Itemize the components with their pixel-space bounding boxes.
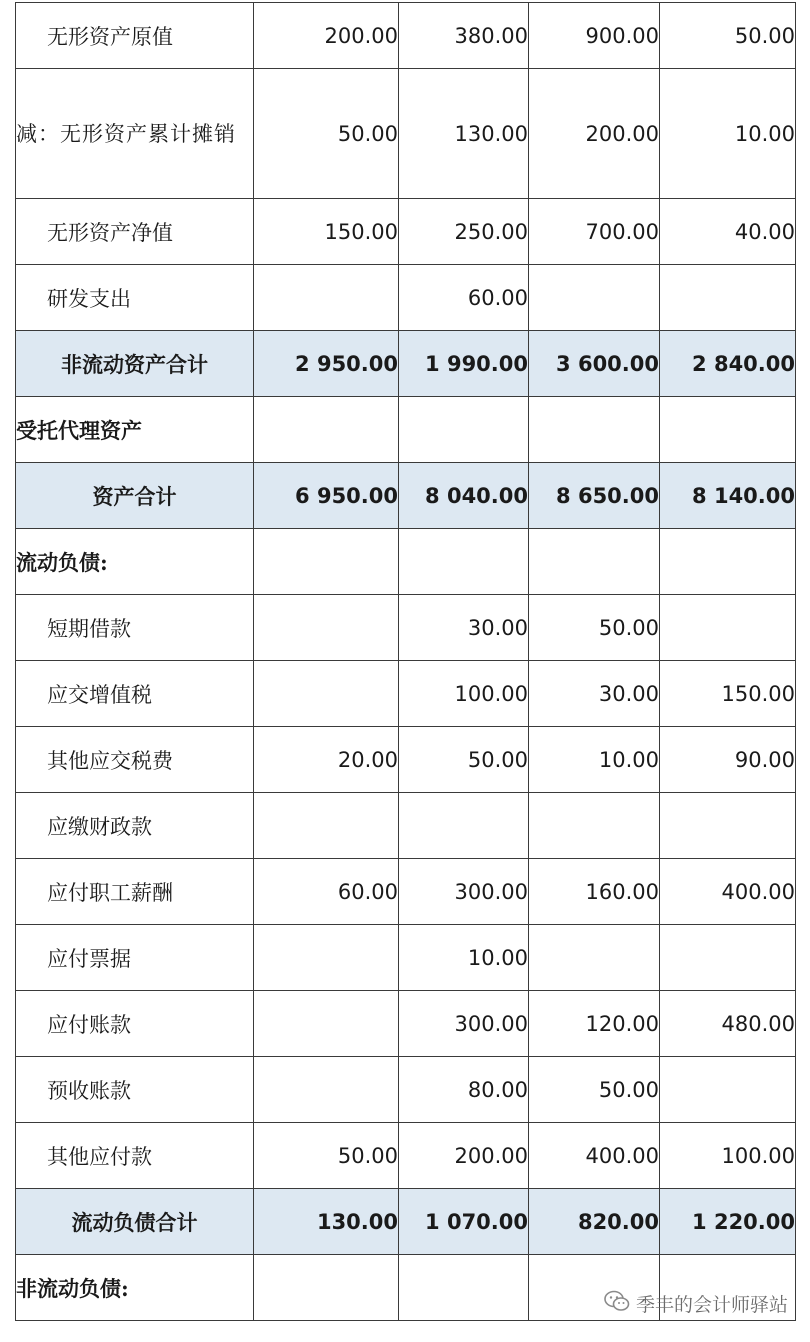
cell-value: [660, 529, 796, 595]
cell-value: [399, 1255, 529, 1321]
cell-value: 200.00: [254, 3, 399, 69]
cell-value: 1 220.00: [660, 1189, 796, 1255]
table-row-total: [16, 1189, 796, 1255]
cell-value: 250.00: [399, 199, 529, 265]
table-row: [16, 793, 796, 859]
table-row: [16, 661, 796, 727]
row-label: 无形资产原值: [16, 3, 254, 69]
row-label: 流动负债:: [16, 529, 254, 595]
table-row: [16, 265, 796, 331]
cell-value: [529, 529, 660, 595]
table-row: [16, 727, 796, 793]
cell-value: [254, 991, 399, 1057]
cell-value: [254, 1255, 399, 1321]
cell-value: 100.00: [399, 661, 529, 727]
cell-value: [254, 661, 399, 727]
cell-value: 380.00: [399, 3, 529, 69]
row-label: 非流动负债:: [16, 1255, 254, 1321]
cell-value: 900.00: [529, 3, 660, 69]
table-row: [16, 3, 796, 69]
cell-value: 150.00: [254, 199, 399, 265]
table-row: [16, 925, 796, 991]
cell-value: [399, 793, 529, 859]
cell-value: [254, 793, 399, 859]
cell-value: [254, 397, 399, 463]
cell-value: 130.00: [399, 69, 529, 199]
table-row: [16, 69, 796, 199]
row-label: 非流动资产合计: [16, 331, 254, 397]
table-row: [16, 1123, 796, 1189]
row-label: 应付票据: [16, 925, 254, 991]
cell-value: 130.00: [254, 1189, 399, 1255]
cell-value: 30.00: [399, 595, 529, 661]
cell-value: 50.00: [529, 595, 660, 661]
cell-value: 2 950.00: [254, 331, 399, 397]
row-label: 资产合计: [16, 463, 254, 529]
cell-value: 90.00: [660, 727, 796, 793]
row-label: 无形资产净值: [16, 199, 254, 265]
row-label: 应付职工薪酬: [16, 859, 254, 925]
cell-value: [660, 397, 796, 463]
cell-value: 200.00: [529, 69, 660, 199]
cell-value: [254, 1057, 399, 1123]
row-label: 应缴财政款: [16, 793, 254, 859]
cell-value: 50.00: [529, 1057, 660, 1123]
row-label: 受托代理资产: [16, 397, 254, 463]
row-label: 减：无形资产累计摊销: [16, 69, 254, 199]
cell-value: 80.00: [399, 1057, 529, 1123]
cell-value: [529, 925, 660, 991]
table-row-section: [16, 397, 796, 463]
cell-value: 2 840.00: [660, 331, 796, 397]
row-label: 应交增值税: [16, 661, 254, 727]
cell-value: 400.00: [529, 1123, 660, 1189]
cell-value: 30.00: [529, 661, 660, 727]
cell-value: 20.00: [254, 727, 399, 793]
cell-value: [529, 793, 660, 859]
cell-value: 10.00: [660, 69, 796, 199]
table-row-section: [16, 529, 796, 595]
financial-table: [15, 2, 796, 1321]
cell-value: 10.00: [529, 727, 660, 793]
cell-value: [660, 595, 796, 661]
cell-value: 8 650.00: [529, 463, 660, 529]
cell-value: 50.00: [399, 727, 529, 793]
row-label: 研发支出: [16, 265, 254, 331]
cell-value: 400.00: [660, 859, 796, 925]
cell-value: [529, 397, 660, 463]
row-label: 其他应付款: [16, 1123, 254, 1189]
row-label: 预收账款: [16, 1057, 254, 1123]
cell-value: 6 950.00: [254, 463, 399, 529]
cell-value: [399, 529, 529, 595]
cell-value: 300.00: [399, 859, 529, 925]
watermark-text: 季丰的会计师驿站: [635, 1294, 788, 1316]
watermark: [604, 1290, 788, 1317]
cell-value: 100.00: [660, 1123, 796, 1189]
cell-value: 8 140.00: [660, 463, 796, 529]
cell-value: [660, 925, 796, 991]
cell-value: 200.00: [399, 1123, 529, 1189]
cell-value: 50.00: [660, 3, 796, 69]
row-label: 流动负债合计: [16, 1189, 254, 1255]
table-row-total: [16, 331, 796, 397]
cell-value: [660, 265, 796, 331]
table-row: [16, 1057, 796, 1123]
cell-value: [254, 595, 399, 661]
cell-value: 60.00: [399, 265, 529, 331]
cell-value: 1 990.00: [399, 331, 529, 397]
cell-value: [660, 793, 796, 859]
cell-value: 820.00: [529, 1189, 660, 1255]
cell-value: 40.00: [660, 199, 796, 265]
cell-value: [399, 397, 529, 463]
row-label: 其他应交税费: [16, 727, 254, 793]
cell-value: 300.00: [399, 991, 529, 1057]
cell-value: 120.00: [529, 991, 660, 1057]
wechat-icon: [604, 1290, 630, 1317]
cell-value: 50.00: [254, 69, 399, 199]
cell-value: 8 040.00: [399, 463, 529, 529]
cell-value: [660, 1057, 796, 1123]
cell-value: 1 070.00: [399, 1189, 529, 1255]
table-row: [16, 991, 796, 1057]
row-label: 应付账款: [16, 991, 254, 1057]
table-row: [16, 859, 796, 925]
cell-value: 10.00: [399, 925, 529, 991]
table-row: [16, 199, 796, 265]
table-row: [16, 595, 796, 661]
cell-value: 150.00: [660, 661, 796, 727]
cell-value: [254, 265, 399, 331]
cell-value: 60.00: [254, 859, 399, 925]
cell-value: 50.00: [254, 1123, 399, 1189]
cell-value: [254, 529, 399, 595]
cell-value: [529, 265, 660, 331]
table-row-total: [16, 463, 796, 529]
cell-value: 700.00: [529, 199, 660, 265]
row-label: 短期借款: [16, 595, 254, 661]
cell-value: 3 600.00: [529, 331, 660, 397]
cell-value: 480.00: [660, 991, 796, 1057]
cell-value: 160.00: [529, 859, 660, 925]
cell-value: [254, 925, 399, 991]
